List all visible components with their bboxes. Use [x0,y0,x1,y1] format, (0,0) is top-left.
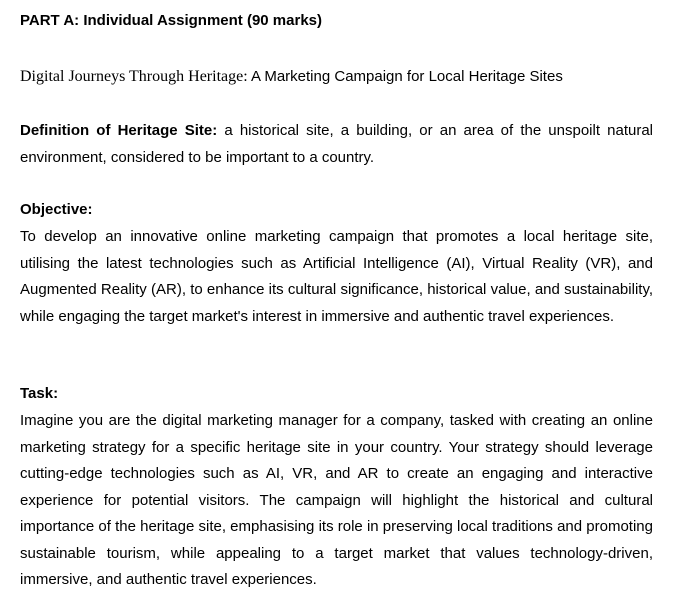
task-heading: Task: [20,385,59,402]
part-title: PART A: Individual Assignment (90 marks) [20,12,322,29]
subtitle-serif-part: Digital Journeys Through Heritage: [20,68,248,85]
task-paragraph: Imagine you are the digital marketing manager for a company, tasked with creating an online marketing strategy for a specific heritage site in your country. Your strategy should leverage cutting-edge technologies such as AI, VR, and AR to create an engaging and interactive experience for potential visitors. The campaign will highlight the historical and cultural importance of the heritage site, emphasising its role in preserving local traditions and promoting sustainable tourism, while appealing to a target market that values technology-driven, immersive, and authentic travel experiences. [20,412,653,588]
objective-paragraph: To develop an innovative online marketing campaign that promotes a local heritage site, utilising the latest technologies such as Artificial Intelligence (AI), Virtual Reality (VR), and Augmented Reality (AR), to enhance its cultural significance, historical value, and sustainability, while engaging the target market's interest in immersive and authentic travel experiences. [20,228,653,325]
objective-heading: Objective: [20,201,93,218]
definition-paragraph [20,118,653,171]
definition-label: Definition of Heritage Site: [20,122,218,139]
subtitle-sans-part: A Marketing Campaign for Local Heritage Sites [247,68,563,85]
definition-text: a historical site, a building, or an area of the unspoilt natural environment, considered to be important to a country. [20,122,653,166]
assignment-subtitle [20,66,563,88]
